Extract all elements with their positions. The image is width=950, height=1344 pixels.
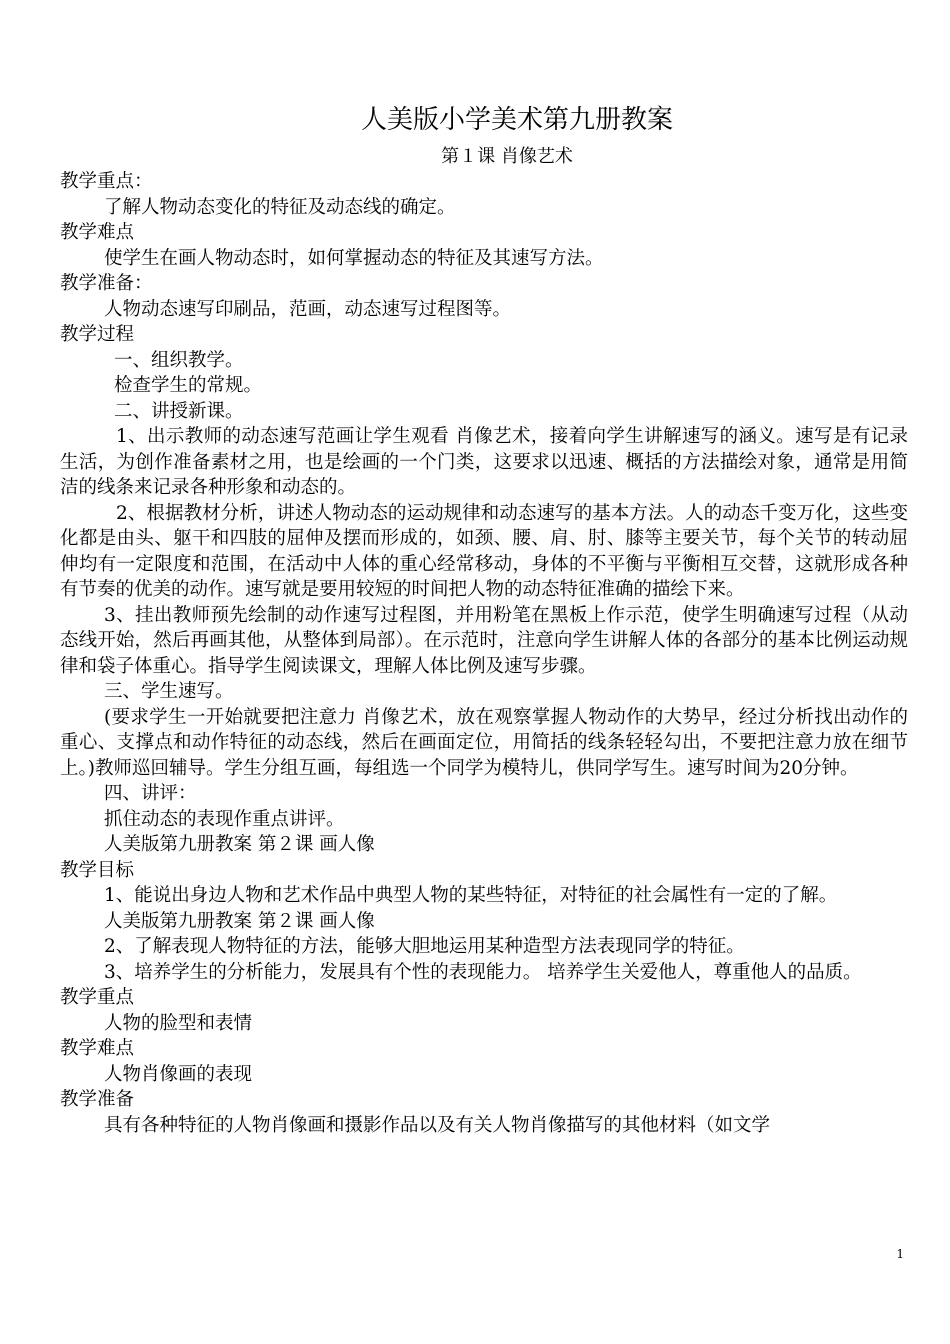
section-heading: 教学过程: [60, 324, 135, 345]
section-heading: 教学准备: [60, 1089, 135, 1110]
paragraph: 检查学生的常规。: [114, 375, 263, 396]
paragraph: 一、组织教学。: [114, 349, 244, 371]
paragraph: 人美版第九册教案 第２课 画人像: [104, 834, 375, 855]
paragraph: 四、讲评：: [104, 783, 197, 804]
paragraph: 1、出示教师的动态速写范画让学生观看 肖像艺术，接着向学生讲解速写的涵义。速写是有记录生活，为创作准备素材之用，也是绘画的一个门类，这要求以迅速、概括的方法描绘对象，通常是用简洁的线条来记录各种形象和动态的。: [60, 426, 908, 498]
paragraph: 人物的脸型和表情: [104, 1012, 253, 1034]
paragraph: 人美版第九册教案 第２课 画人像: [104, 910, 375, 932]
section-heading: 教学重点：: [60, 171, 153, 192]
paragraph: 3、培养学生的分析能力，发展具有个性的表现能力。 培养学生关爱他人，尊重他人的品质。: [104, 961, 862, 983]
section-heading: 教学重点: [60, 987, 135, 1008]
section-heading: 教学难点: [60, 222, 135, 243]
paragraph: 3、挂出教师预先绘制的动作速写过程图，并用粉笔在黑板上作示范，使学生明确速写过程（从动态线开始，然后再画其他，从整体到局部）。在示范时，注意向学生讲解人体的各部分的基本比例运动规律和袋子体重心。指导学生阅读课文，理解人体比例及速写步骤。: [60, 604, 908, 677]
paragraph: 具有各种特征的人物肖像画和摄影作品以及有关人物肖像描写的其他材料（如文学: [104, 1114, 771, 1136]
section-heading: 教学难点: [60, 1038, 135, 1059]
paragraph: 1、能说出身边人物和艺术作品中典型人物的某些特征，对特征的社会属性有一定的了解。: [104, 885, 838, 906]
page-number: 1: [896, 1247, 904, 1261]
document-title: 人美版小学美术第九册教案: [360, 105, 673, 135]
document-body: [60, 169, 908, 1138]
paragraph: 使学生在画人物动态时，如何掌握动态的特征及其速写方法。: [104, 247, 604, 269]
paragraph: (要求学生一开始就要把注意力 肖像艺术，放在观察掌握人物动作的大势早，经过分析找出动作的重心、支撑点和动作特征的动态线，然后在画面定位，用简括的线条轻轻勾出，不要把注意力放在细节上。)教师巡回辅导。学生分组互画，每组选一个同学为模特儿，供同学写生。速写时间为20分钟。: [60, 706, 908, 779]
paragraph: 人物动态速写印刷品，范画，动态速写过程图等。: [104, 298, 512, 320]
paragraph: 人物肖像画的表现: [104, 1063, 253, 1085]
section-heading: 教学准备：: [60, 273, 153, 294]
section-heading: 教学目标: [60, 859, 135, 881]
paragraph: 2、根据教材分析，讲述人物动态的运动规律和动态速写的基本方法。人的动态千变万化，这些变化都是由头、躯干和四肢的屈伸及摆而形成的，如颈、腰、肩、肘、膝等主要关节，每个关节的转动屈伸均有一定限度和范围，在活动中人体的重心经常移动，身体的不平衡与平衡相互交替，这就形成各种有节奏的优美的动作。速写就是要用较短的时间把人物的动态特征准确的描绘下来。: [60, 502, 908, 600]
paragraph: 2、了解表现人物特征的方法，能够大胆地运用某种造型方法表现同学的特征。: [104, 936, 745, 957]
paragraph: 抓住动态的表现作重点讲评。: [104, 808, 345, 830]
paragraph: 二、讲授新课。: [114, 400, 244, 422]
lesson-subtitle: 第１课 肖像艺术: [441, 146, 573, 167]
paragraph: 了解人物动态变化的特征及动态线的确定。: [104, 196, 456, 218]
paragraph: 三、学生速写。: [104, 681, 234, 702]
